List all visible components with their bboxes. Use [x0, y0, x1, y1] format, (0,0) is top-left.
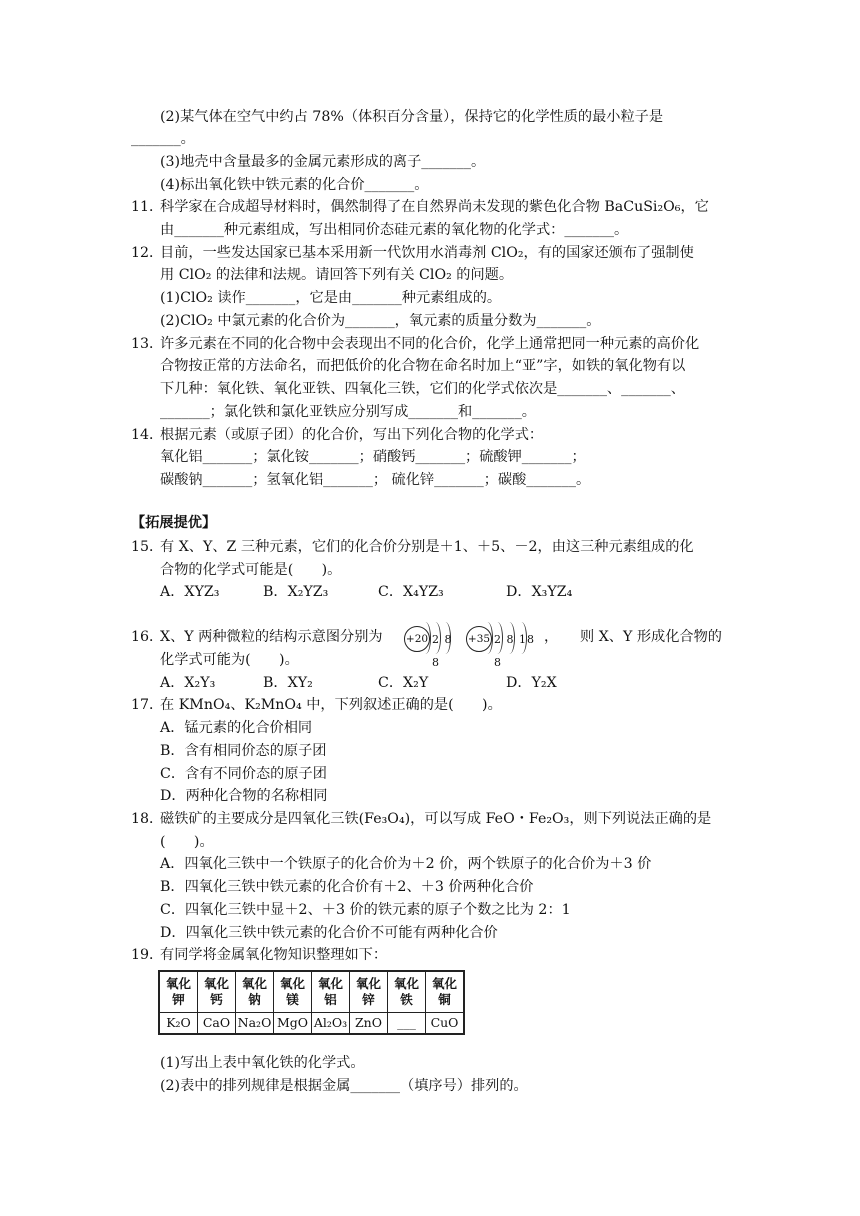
option-d: D．两种化合物的名称相同	[160, 788, 328, 804]
text-line: (3)地壳中含量最多的金属元素形成的离子_______。	[160, 154, 486, 170]
atom-x-nucleus: +20	[404, 626, 430, 652]
option-d: D．Y₂X	[506, 675, 557, 691]
text-line: (2)表中的排列规律是根据金属_______（填序号）排列的。	[160, 1078, 528, 1094]
option-a: A．X₂Y₃	[160, 675, 216, 691]
text-line: ，	[544, 629, 559, 645]
question-number: 14．	[131, 427, 164, 443]
text-line: 目前，一些发达国家已基本采用新一代饮用水消毒剂 ClO₂，有的国家还颁布了强制使	[160, 245, 694, 261]
table-cell: Na₂O	[236, 1013, 274, 1035]
table-cell: Al₂O₃	[312, 1013, 350, 1035]
option-b: B．X₂YZ₃	[263, 584, 329, 600]
table-header-cell: 氧化 钾	[159, 971, 198, 1013]
text-line: 科学家在合成超导材料时，偶然制得了在自然界尚未发现的紫色化合物 BaCuSi₂O₆，它	[160, 199, 709, 215]
section-heading: 【拓展提优】	[131, 515, 217, 531]
text-line: (2)ClO₂ 中氯元素的化合价为_______，氧元素的质量分数为_______。	[160, 313, 601, 329]
atom-y-nucleus: +35	[466, 626, 492, 652]
question-number: 13．	[131, 336, 164, 352]
table-cell: CaO	[198, 1013, 236, 1035]
text-line: (2)某气体在空气中约占 78%（体积百分含量），保持它的化学性质的最小粒子是	[160, 109, 664, 125]
atom-y-shells: 2 8 18 8	[494, 633, 535, 669]
question-number: 17．	[131, 697, 164, 713]
question-number: 18．	[131, 811, 164, 827]
table-header-cell: 氧化 镁	[274, 971, 312, 1013]
table-header-cell: 氧化 钙	[198, 971, 236, 1013]
text-line: 有 X、Y、Z 三种元素，它们的化合价分别是＋1、＋5、－2，由这三种元素组成的化	[160, 539, 694, 555]
table-cell: ZnO	[350, 1013, 388, 1035]
text-line: 用 ClO₂ 的法律和法规。请回答下列有关 ClO₂ 的问题。	[160, 267, 514, 283]
option-d: D．四氧化三铁中铁元素的化合价不可能有两种化合价	[160, 925, 498, 941]
text-line: X、Y 两种微粒的结构示意图分别为	[160, 629, 383, 645]
option-c: C．X₄YZ₃	[378, 584, 444, 600]
table-header-cell: 氧化 钠	[236, 971, 274, 1013]
atom-x-diagram	[400, 622, 462, 669]
text-line: 有同学将金属氧化物知识整理如下：	[160, 947, 388, 963]
text-line: 许多元素在不同的化合物中会表现出不同的化合价，化学上通常把同一种元素的高价化	[160, 336, 700, 352]
text-line: 由_______种元素组成，写出相同价态硅元素的氧化物的化学式：_______。	[160, 222, 629, 238]
text-line: 磁铁矿的主要成分是四氧化三铁(Fe₃O₄)，可以写成 FeO・Fe₂O₃，则下列说法正确的是	[160, 811, 712, 827]
atom-y-diagram	[462, 622, 542, 669]
question-number: 16．	[131, 629, 164, 645]
question-number: 19．	[131, 947, 164, 963]
table-header-cell: 氧化 锌	[350, 971, 388, 1013]
text-line: 在 KMnO₄、K₂MnO₄ 中，下列叙述正确的是( )。	[160, 697, 502, 713]
table-cell: MgO	[274, 1013, 312, 1035]
option-a: A．锰元素的化合价相同	[160, 720, 313, 736]
option-b: B．XY₂	[263, 675, 313, 691]
text-line: 碳酸钠_______；氢氧化铝_______； 硫化锌_______；碳酸_______。	[160, 472, 591, 488]
table-cell: ___	[388, 1013, 426, 1035]
table-header-cell: 氧化 铝	[312, 971, 350, 1013]
table-cell: K₂O	[159, 1013, 198, 1035]
table-header-cell: 氧化 铁	[388, 971, 426, 1013]
question-number: 11．	[131, 199, 164, 215]
text-line: 根据元素（或原子团）的化合价，写出下列化合物的化学式：	[160, 427, 544, 443]
text-line: ( )。	[160, 834, 214, 850]
atom-x-shells: 2 8 8	[432, 633, 453, 669]
text-line: 氧化铝_______；氯化铵_______；硝酸钙_______；硫酸钾_______；	[160, 449, 586, 465]
table-header-row	[159, 971, 464, 1013]
text-line: (1)写出上表中氧化铁的化学式。	[160, 1055, 365, 1071]
question-number: 12．	[131, 245, 164, 261]
option-a: A．四氧化三铁中一个铁原子的化合价为＋2 价，两个铁原子的化合价为＋3 价	[160, 856, 652, 872]
text-line: (4)标出氧化铁中铁元素的化合价_______。	[160, 177, 429, 193]
text-line: 则 X、Y 形成化合物的	[580, 629, 722, 645]
table-row	[159, 1013, 464, 1035]
table-cell: CuO	[426, 1013, 465, 1035]
question-number: 15．	[131, 539, 164, 555]
metal-oxide-table	[158, 970, 465, 1035]
option-a: A．XYZ₃	[160, 584, 220, 600]
text-line: 下几种：氧化铁、氧化亚铁、四氧化三铁，它们的化学式依次是_______、_______、	[160, 381, 685, 397]
table-header-cell: 氧化 铜	[426, 971, 465, 1013]
text-line: 化学式可能为( )。	[160, 652, 299, 668]
text-line: _______；氯化铁和氯化亚铁应分别写成_______和_______。	[160, 404, 536, 420]
option-c: C．含有不同价态的原子团	[160, 766, 327, 782]
text-line: (1)ClO₂ 读作_______，它是由_______种元素组成的。	[160, 290, 502, 306]
option-c: C．X₂Y	[378, 675, 429, 691]
text-line: 合物按正常的方法命名，而把低价的化合物在命名时加上“亚”字，如铁的氧化物有以	[160, 358, 686, 374]
option-c: C．四氧化三铁中显＋2、＋3 价的铁元素的原子个数之比为 2：1	[160, 902, 571, 918]
text-line: 合物的化学式可能是( )。	[160, 562, 342, 578]
option-b: B．四氧化三铁中铁元素的化合价有＋2、＋3 价两种化合价	[160, 879, 534, 895]
option-d: D．X₃YZ₄	[506, 584, 573, 600]
text-line: _______。	[131, 131, 195, 147]
option-b: B．含有相同价态的原子团	[160, 743, 327, 759]
